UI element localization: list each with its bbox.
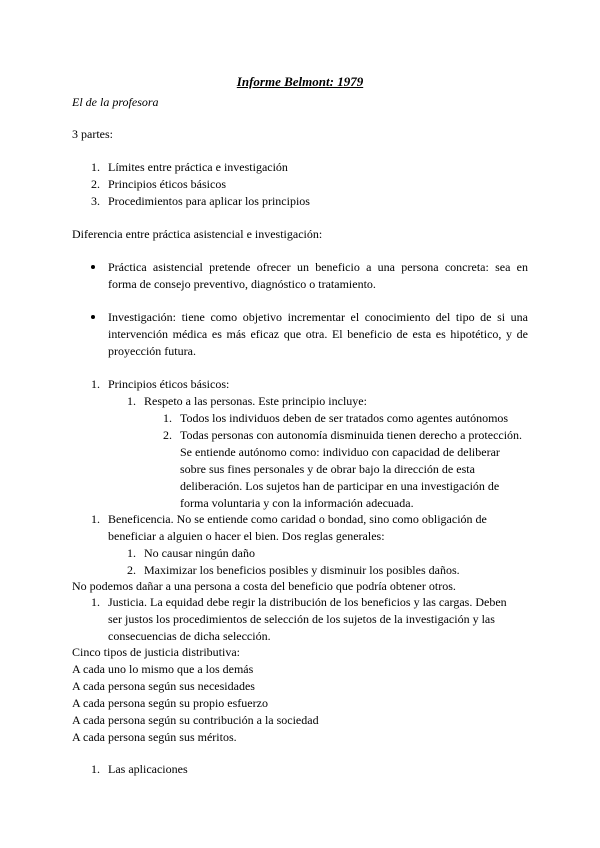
paragraph-line: No podemos dañar a una persona a costa del beneficio que podría obtener otros. <box>72 579 456 593</box>
list-number: 1. <box>91 512 100 526</box>
paragraph-line: beneficiar a alguien o hacer el bien. Dos reglas generales: <box>108 529 385 543</box>
list-item: Principios éticos básicos <box>108 177 226 191</box>
list-item: A cada persona según sus méritos. <box>72 730 237 744</box>
list-item: Maximizar los beneficios posibles y disminuir los posibles daños. <box>144 563 460 577</box>
list-item: A cada persona según su contribución a la sociedad <box>72 713 319 727</box>
list-item: A cada persona según su propio esfuerzo <box>72 696 268 710</box>
paragraph-line: forma voluntaria y con la información adecuada. <box>180 496 414 510</box>
paragraph-line: consecuencias de dicha selección. <box>108 629 271 643</box>
list-item: Respeto a las personas. Este principio incluye: <box>144 394 367 408</box>
list-number: 1. <box>91 595 100 609</box>
list-number: 1. <box>127 394 136 408</box>
list-item: Límites entre práctica e investigación <box>108 160 288 174</box>
list-number: 2. <box>163 428 172 442</box>
paragraph-line: Justicia. La equidad debe regir la distribución de los beneficios y las cargas. Deben <box>108 595 507 609</box>
paragraph-line: ser justos los procedimientos de selección de los sujetos de la investigación y las <box>108 612 495 626</box>
list-item: No causar ningún daño <box>144 546 255 560</box>
paragraph-line: deliberación. Los sujetos han de participar en una investigación de <box>180 479 500 493</box>
bullet-icon <box>91 315 95 319</box>
list-number: 3. <box>91 194 100 208</box>
paragraph-line: sobre sus fines personales y de obrar bajo la dirección de esta <box>180 462 475 476</box>
paragraph-line: intervención médica es más eficaz que otra. El beneficio de esta es hipotético, y de <box>108 327 528 341</box>
list-number: 1. <box>91 160 100 174</box>
list-item: A cada persona según sus necesidades <box>72 679 255 693</box>
list-item: Procedimientos para aplicar los principios <box>108 194 310 208</box>
list-number: 1. <box>127 546 136 560</box>
list-number: 2. <box>127 563 136 577</box>
paragraph-line: proyección futura. <box>108 344 196 358</box>
section-heading: Principios éticos básicos: <box>108 377 230 391</box>
paragraph-line: forma de consejo preventivo, diagnóstico o tratamiento. <box>108 277 376 291</box>
list-number: 2. <box>91 177 100 191</box>
list-item: A cada uno lo mismo que a los demás <box>72 662 254 676</box>
list-number: 1. <box>91 762 100 776</box>
list-item: Todas personas con autonomía disminuida tienen derecho a protección. <box>180 428 523 442</box>
section-heading: Cinco tipos de justicia distributiva: <box>72 645 240 659</box>
section-heading: Diferencia entre práctica asistencial e investigación: <box>72 227 323 241</box>
list-number: 1. <box>163 411 172 425</box>
bullet-icon <box>91 265 95 269</box>
section-heading: Las aplicaciones <box>108 762 188 776</box>
document-title: Informe Belmont: 1979 <box>236 74 364 89</box>
paragraph-line: Se entiende autónomo como: individuo con capacidad de deliberar <box>180 445 500 459</box>
intro-text: 3 partes: <box>72 127 113 141</box>
list-item: Todos los individuos deben de ser tratados como agentes autónomos <box>180 411 509 425</box>
paragraph-line: Práctica asistencial pretende ofrecer un beneficio a una persona concreta: sea en <box>108 260 528 274</box>
paragraph-line: Beneficencia. No se entiende como caridad o bondad, sino como obligación de <box>108 512 487 526</box>
document-subtitle: El de la profesora <box>72 95 159 109</box>
list-number: 1. <box>91 377 100 391</box>
paragraph-line: Investigación: tiene como objetivo incrementar el conocimiento del tipo de si una <box>108 310 528 324</box>
